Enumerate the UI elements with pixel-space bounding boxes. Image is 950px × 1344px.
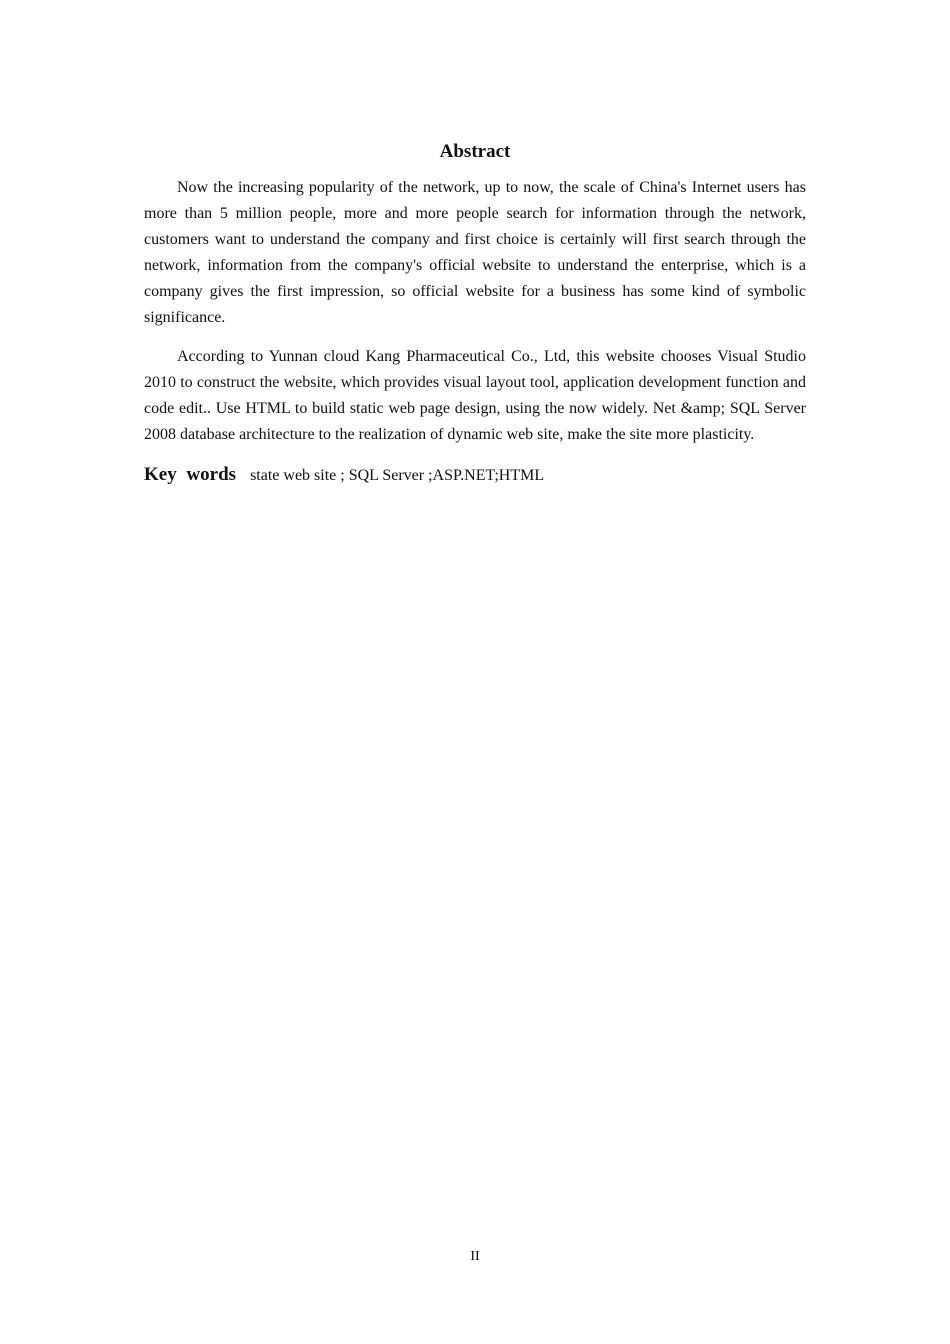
abstract-title: Abstract	[439, 141, 511, 162]
keywords-label: Key words	[144, 464, 237, 485]
abstract-section	[144, 139, 806, 489]
page-number: II	[470, 1249, 480, 1264]
keywords-text: state web site ; SQL Server ;ASP.NET;HTML	[250, 467, 545, 484]
abstract-paragraph-1: Now the increasing popularity of the network, up to now, the scale of China's Internet users has more than 5 million people, more and more people search for information through the network, customers want to understand the company and first choice is certainly will first search through the network, information from the company's official website to understand the enterprise, which is a company gives the first impression, so official website for a business has some kind of symbolic significance.	[144, 179, 806, 326]
abstract-paragraph-2: According to Yunnan cloud Kang Pharmaceutical Co., Ltd, this website chooses Visual Studio 2010 to construct the website, which provides visual layout tool, application development function and code edit.. Use HTML to build static web page design, using the now widely. Net &amp; SQL Server 2008 database architecture to the realization of dynamic web site, make the site more plasticity.	[144, 348, 806, 443]
keywords-line	[144, 462, 806, 489]
